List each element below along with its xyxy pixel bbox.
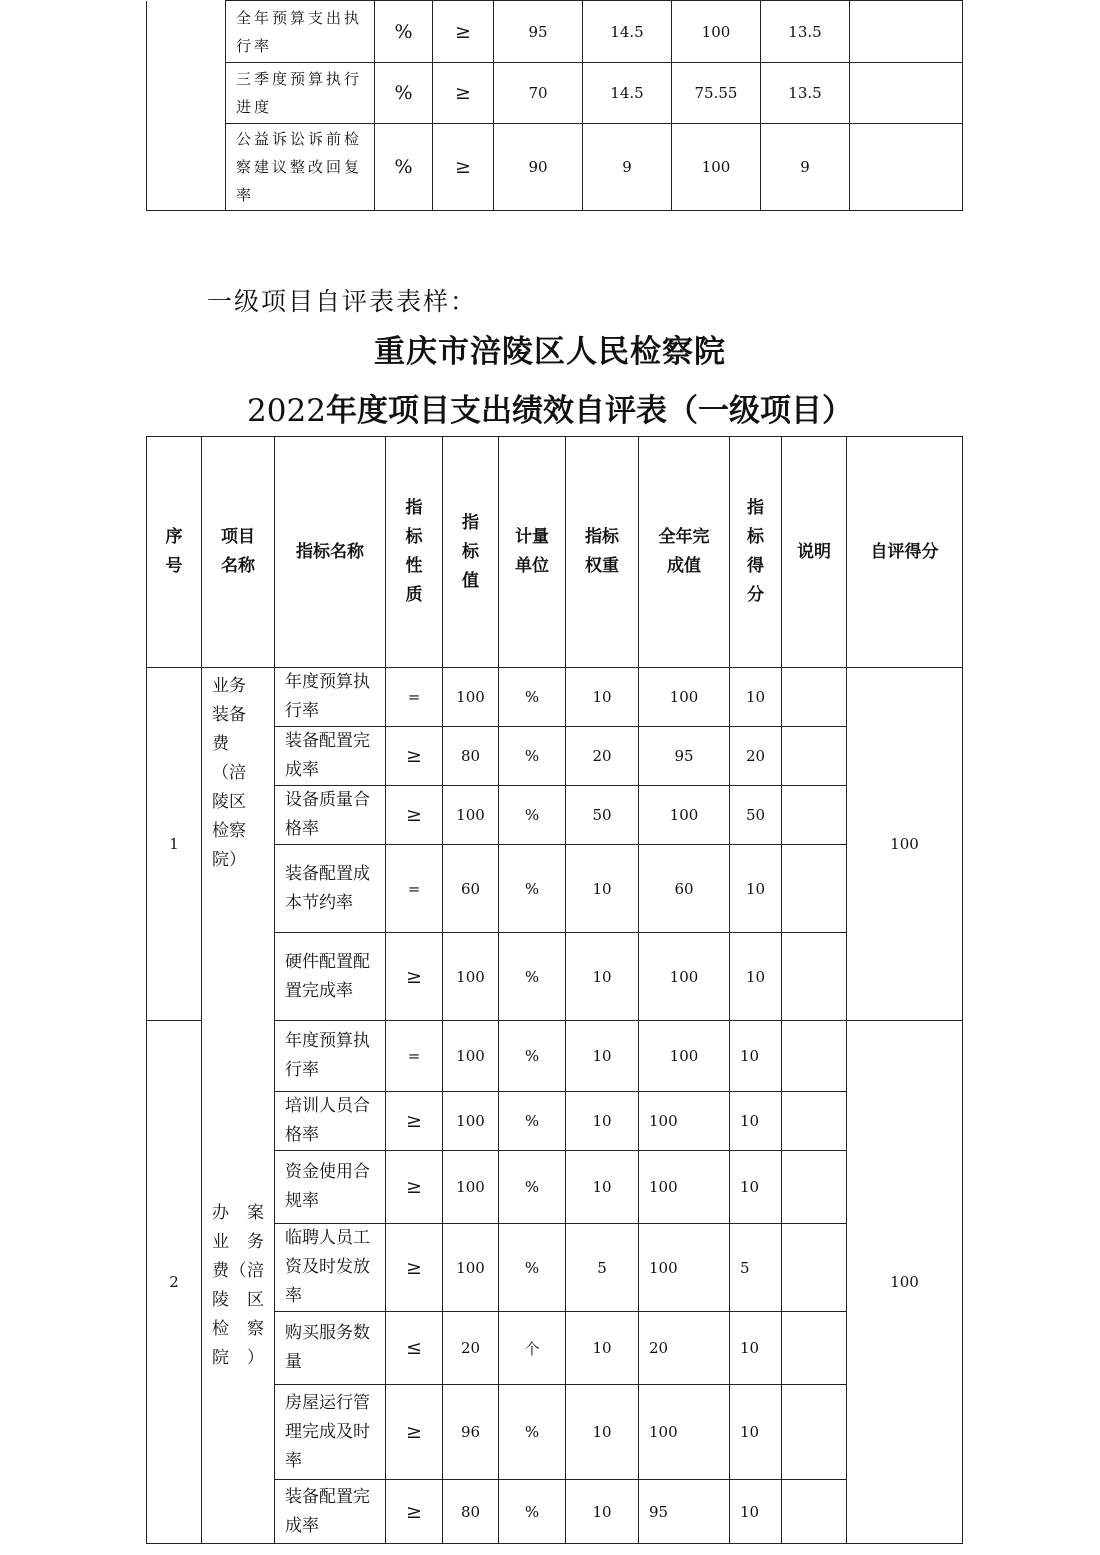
score-cell: 5 (730, 1224, 782, 1312)
score-cell: 10 (730, 1385, 782, 1480)
score-cell: 13.5 (761, 63, 850, 124)
header-indicator: 指标名称 (275, 437, 386, 668)
header-value: 指标值 (443, 437, 499, 668)
actual-cell: 100 (639, 1021, 730, 1092)
actual-cell: 75.55 (672, 63, 761, 124)
score-cell: 10 (730, 1021, 782, 1092)
score-cell: 9 (761, 124, 850, 211)
actual-cell: 100 (639, 1385, 730, 1480)
weight-cell: 14.5 (583, 1, 672, 63)
unit-cell: % (499, 933, 566, 1021)
weight-cell: 10 (566, 933, 639, 1021)
actual-cell: 100 (639, 933, 730, 1021)
target-cell: 90 (494, 124, 583, 211)
unit-cell: % (499, 668, 566, 727)
header-actual: 全年完成值 (639, 437, 730, 668)
nature-cell: ≥ (386, 1224, 443, 1312)
unit-cell: % (375, 1, 433, 63)
target-cell: 70 (494, 63, 583, 124)
note-cell (782, 786, 847, 845)
nature-cell: ≥ (386, 1151, 443, 1224)
nature-cell: ≥ (386, 1385, 443, 1480)
self-score-cell: 100 (847, 1021, 963, 1544)
unit-cell: % (499, 845, 566, 933)
header-row (147, 437, 963, 668)
self-evaluation-table (146, 436, 963, 1544)
weight-cell: 10 (566, 1312, 639, 1385)
actual-cell: 100 (672, 1, 761, 63)
note-cell (850, 1, 963, 63)
actual-cell: 100 (639, 1151, 730, 1224)
title-year: 2022 (247, 393, 326, 429)
indicator-name: 装备配置完成率 (275, 1480, 386, 1544)
note-cell (782, 933, 847, 1021)
actual-cell: 95 (639, 727, 730, 786)
unit-cell: 个 (499, 1312, 566, 1385)
note-cell (782, 1385, 847, 1480)
value-cell: 20 (443, 1312, 499, 1385)
indicator-name: 培训人员合格率 (275, 1092, 386, 1151)
table-row (147, 1, 963, 63)
actual-cell: 100 (639, 1224, 730, 1312)
header-weight: 指标权重 (566, 437, 639, 668)
operator-cell: ≥ (433, 124, 494, 211)
table-row (147, 668, 963, 727)
unit-cell: % (499, 1224, 566, 1312)
actual-cell: 100 (639, 786, 730, 845)
target-cell: 95 (494, 1, 583, 63)
weight-cell: 10 (566, 1092, 639, 1151)
table-row (147, 1021, 963, 1092)
value-cell: 100 (443, 1092, 499, 1151)
nature-cell: ≥ (386, 1092, 443, 1151)
operator-cell: ≥ (433, 1, 494, 63)
note-cell (782, 1151, 847, 1224)
indicator-name: 资金使用合规率 (275, 1151, 386, 1224)
header-nature: 指标性质 (386, 437, 443, 668)
header-self-score: 自评得分 (847, 437, 963, 668)
unit-cell: % (499, 1021, 566, 1092)
unit-cell: % (499, 1092, 566, 1151)
note-cell (850, 124, 963, 211)
nature-cell: = (386, 845, 443, 933)
note-cell (850, 63, 963, 124)
unit-cell: % (375, 124, 433, 211)
weight-cell: 9 (583, 124, 672, 211)
value-cell: 96 (443, 1385, 499, 1480)
unit-cell: % (499, 1151, 566, 1224)
indicator-name: 房屋运行管理完成及时率 (275, 1385, 386, 1480)
seq-cell: 2 (147, 1021, 202, 1544)
weight-cell: 10 (566, 1021, 639, 1092)
score-cell: 13.5 (761, 1, 850, 63)
actual-cell: 100 (672, 124, 761, 211)
operator-cell: ≥ (433, 63, 494, 124)
weight-cell: 5 (566, 1224, 639, 1312)
note-cell (782, 1021, 847, 1092)
header-note: 说明 (782, 437, 847, 668)
previous-table-fragment (146, 0, 963, 211)
score-cell: 10 (730, 1092, 782, 1151)
project-name-cell: 办 案 业 务 费（涪 陵 区 检 察 院） (202, 1021, 275, 1544)
header-project: 项目名称 (202, 437, 275, 668)
actual-cell: 60 (639, 845, 730, 933)
actual-cell: 100 (639, 668, 730, 727)
weight-cell: 10 (566, 845, 639, 933)
indicator-name: 装备配置成本节约率 (275, 845, 386, 933)
nature-cell: ≥ (386, 933, 443, 1021)
nature-cell: = (386, 668, 443, 727)
value-cell: 80 (443, 1480, 499, 1544)
indicator-name: 年度预算执行率 (275, 1021, 386, 1092)
project-name-cell: 业务装备费（涪陵区检察院） (202, 668, 275, 1021)
indicator-name: 三季度预算执行进度 (226, 63, 375, 124)
score-cell: 10 (730, 1312, 782, 1385)
score-cell: 20 (730, 727, 782, 786)
header-score: 指标得分 (730, 437, 782, 668)
indicator-name: 全年预算支出执行率 (226, 1, 375, 63)
self-score-cell: 100 (847, 668, 963, 1021)
score-cell: 10 (730, 1480, 782, 1544)
nature-cell: ≥ (386, 727, 443, 786)
value-cell: 100 (443, 786, 499, 845)
value-cell: 80 (443, 727, 499, 786)
note-cell (782, 1092, 847, 1151)
nature-cell: ≥ (386, 1480, 443, 1544)
nature-cell: ≥ (386, 786, 443, 845)
indicator-name: 硬件配置配置完成率 (275, 933, 386, 1021)
score-cell: 10 (730, 933, 782, 1021)
unit-cell: % (499, 1480, 566, 1544)
value-cell: 100 (443, 1151, 499, 1224)
actual-cell: 95 (639, 1480, 730, 1544)
weight-cell: 10 (566, 1151, 639, 1224)
weight-cell: 14.5 (583, 63, 672, 124)
unit-cell: % (499, 727, 566, 786)
unit-cell: % (375, 63, 433, 124)
indicator-name: 临聘人员工资及时发放率 (275, 1224, 386, 1312)
actual-cell: 20 (639, 1312, 730, 1385)
nature-cell: ≤ (386, 1312, 443, 1385)
indicator-name: 公益诉讼诉前检察建议整改回复率 (226, 124, 375, 211)
weight-cell: 10 (566, 1385, 639, 1480)
indicator-name: 购买服务数量 (275, 1312, 386, 1385)
title-rest: 年度项目支出绩效自评表（一级项目） (325, 393, 853, 429)
note-cell (782, 1224, 847, 1312)
note-cell (782, 845, 847, 933)
table-row (147, 124, 963, 211)
note-cell (782, 1312, 847, 1385)
indicator-name: 装备配置完成率 (275, 727, 386, 786)
document-title-org: 重庆市涪陵区人民检察院 (374, 334, 726, 370)
merged-cell (147, 1, 226, 211)
weight-cell: 10 (566, 668, 639, 727)
weight-cell: 10 (566, 1480, 639, 1544)
seq-cell: 1 (147, 668, 202, 1021)
score-cell: 10 (730, 668, 782, 727)
unit-cell: % (499, 1385, 566, 1480)
value-cell: 100 (443, 933, 499, 1021)
document-title (0, 385, 1100, 430)
note-cell (782, 1480, 847, 1544)
score-cell: 10 (730, 1151, 782, 1224)
weight-cell: 20 (566, 727, 639, 786)
score-cell: 50 (730, 786, 782, 845)
unit-cell: % (499, 786, 566, 845)
note-cell (782, 727, 847, 786)
header-unit: 计量单位 (499, 437, 566, 668)
indicator-name: 年度预算执行率 (275, 668, 386, 727)
nature-cell: = (386, 1021, 443, 1092)
note-cell (782, 668, 847, 727)
score-cell: 10 (730, 845, 782, 933)
section-intro: 一级项目自评表表样： (207, 287, 478, 316)
actual-cell: 100 (639, 1092, 730, 1151)
weight-cell: 50 (566, 786, 639, 845)
value-cell: 60 (443, 845, 499, 933)
value-cell: 100 (443, 1224, 499, 1312)
value-cell: 100 (443, 1021, 499, 1092)
header-seq: 序号 (147, 437, 202, 668)
table-row (147, 63, 963, 124)
indicator-name: 设备质量合格率 (275, 786, 386, 845)
value-cell: 100 (443, 668, 499, 727)
